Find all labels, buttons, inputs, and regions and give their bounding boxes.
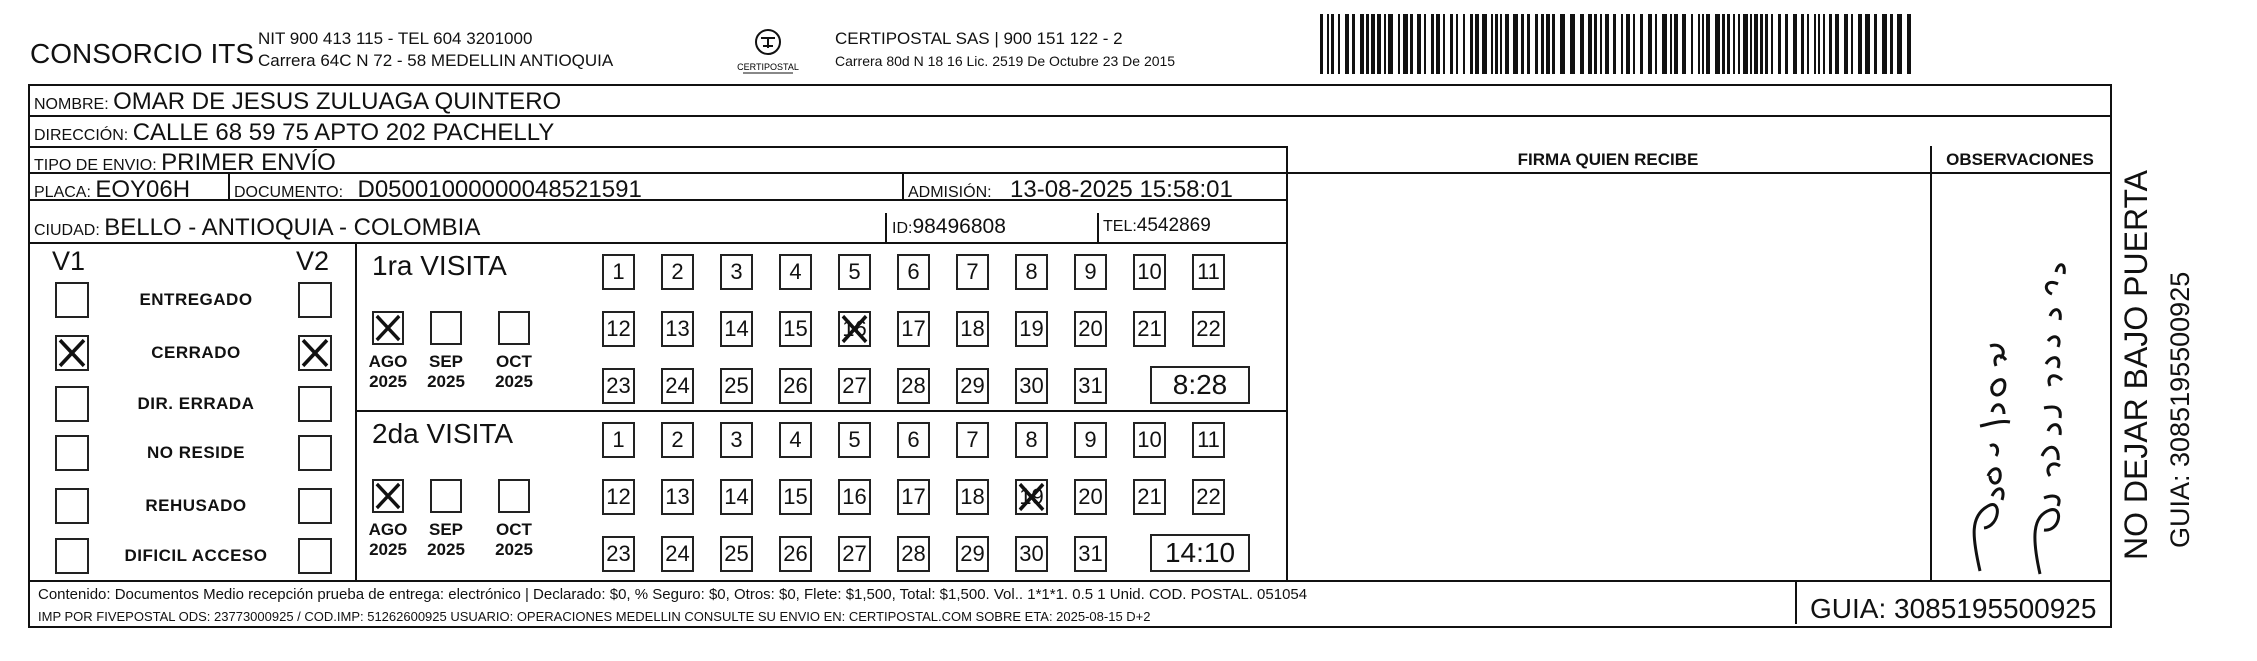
day-checkbox[interactable]: 24 <box>661 368 694 404</box>
documento-cell <box>234 176 642 204</box>
day-checkbox[interactable]: 9 <box>1074 422 1107 458</box>
v2-checkbox[interactable] <box>298 488 332 524</box>
day-checkbox[interactable]: 3 <box>720 254 753 290</box>
month-checkbox[interactable] <box>430 311 462 345</box>
day-checkbox[interactable]: 20 <box>1074 479 1107 515</box>
day-checkbox[interactable]: 25 <box>720 536 753 572</box>
direccion-row <box>34 119 554 147</box>
divider <box>355 410 1286 412</box>
day-checkbox[interactable]: 11 <box>1192 422 1225 458</box>
month-checkbox[interactable] <box>498 311 530 345</box>
year-label: 2025 <box>369 540 407 559</box>
day-checkbox[interactable]: 10 <box>1133 422 1166 458</box>
day-checkbox[interactable]: 14 <box>720 479 753 515</box>
placa-cell <box>34 176 190 204</box>
status-label: REHUSADO <box>145 496 247 515</box>
day-checkbox[interactable]: 18 <box>956 479 989 515</box>
day-checkbox[interactable]: 31 <box>1074 368 1107 404</box>
day-checkbox[interactable]: 30 <box>1015 368 1048 404</box>
day-checkbox[interactable]: 14 <box>720 311 753 347</box>
day-checkbox[interactable]: 27 <box>838 368 871 404</box>
day-checkbox[interactable]: 12 <box>602 311 635 347</box>
year-label: 2025 <box>495 372 533 391</box>
v1-header: V1 <box>52 246 86 276</box>
day-checkbox[interactable]: 27 <box>838 536 871 572</box>
day-checkbox[interactable]: 21 <box>1133 311 1166 347</box>
tipo-row <box>34 149 336 177</box>
divider <box>28 242 1286 244</box>
day-checkbox[interactable]: 1 <box>602 422 635 458</box>
status-label: ENTREGADO <box>139 290 253 309</box>
placa-label: PLACA: <box>34 184 91 201</box>
company-address: Carrera 64C N 72 - 58 MEDELLIN ANTIOQUIA <box>258 51 614 70</box>
footer-info <box>38 584 1307 628</box>
day-checkbox[interactable]: 25 <box>720 368 753 404</box>
direccion-label: DIRECCIÓN: <box>34 127 129 144</box>
visit-time[interactable]: 14:10 <box>1150 534 1250 572</box>
direccion-value: CALLE 68 59 75 APTO 202 PACHELLY <box>132 119 555 146</box>
id-value: 98496808 <box>912 215 1006 238</box>
month-label: AGO <box>368 352 408 371</box>
month-label: OCT <box>496 520 532 539</box>
footer-line2: IMP POR FIVEPOSTAL ODS: 23773000925 / COD.IMP: 51262600925 USUARIO: OPERACIONES MEDELLIN CONSULTE SU ENVIO EN: CERTIPOSTAL.COM SOBRE ETA: 2025-08-15 D+2 <box>38 609 1151 624</box>
day-checkbox[interactable]: 17 <box>897 479 930 515</box>
day-checkbox[interactable]: 6 <box>897 422 930 458</box>
day-checkbox[interactable]: 19 <box>1015 311 1048 347</box>
side-guia: GUIA: 3085195500925 <box>2165 271 2195 548</box>
day-checkbox[interactable]: 28 <box>897 536 930 572</box>
month-checkbox[interactable] <box>498 479 530 513</box>
logo-text: CERTIPOSTAL <box>737 62 799 72</box>
day-checkbox[interactable]: 6 <box>897 254 930 290</box>
month-label: SEP <box>428 352 464 371</box>
barcode-icon <box>1320 14 1916 74</box>
day-checkbox[interactable]: 7 <box>956 254 989 290</box>
v1-checkbox[interactable] <box>55 282 89 318</box>
v2-checkbox[interactable] <box>298 335 332 371</box>
day-checkbox[interactable]: 3 <box>720 422 753 458</box>
documento-value: D05001000000048521591 <box>357 176 642 203</box>
visit-time[interactable]: 8:28 <box>1150 366 1250 404</box>
day-checkbox[interactable]: 23 <box>602 536 635 572</box>
admision-label: ADMISIÓN: <box>908 184 992 201</box>
month-checkbox[interactable] <box>372 479 404 513</box>
divider <box>902 172 904 199</box>
divider <box>1795 580 1797 624</box>
year-label: 2025 <box>427 540 465 559</box>
ciudad-cell <box>34 214 480 242</box>
tipo-label: TIPO DE ENVIO: <box>34 157 157 174</box>
month-label: OCT <box>496 352 532 371</box>
visit-title: 1ra VISITA <box>372 250 507 281</box>
certipostal-info <box>835 28 1175 72</box>
id-cell <box>892 215 1006 239</box>
certipostal-address: Carrera 80d N 18 16 Lic. 2519 De Octubre 23 De 2015 <box>835 53 1176 69</box>
day-checkbox[interactable]: 17 <box>897 311 930 347</box>
tel-value: 4542869 <box>1136 215 1211 236</box>
day-checkbox[interactable]: 16 <box>838 311 871 347</box>
observation-handwriting <box>1940 176 2115 576</box>
visit-title: 2da VISITA <box>372 418 514 449</box>
day-checkbox[interactable]: 8 <box>1015 254 1048 290</box>
day-checkbox[interactable]: 22 <box>1192 479 1225 515</box>
month-label: SEP <box>428 520 464 539</box>
divider <box>355 242 357 580</box>
divider <box>28 580 2110 582</box>
day-checkbox[interactable]: 2 <box>661 422 694 458</box>
ciudad-value: BELLO - ANTIOQUIA - COLOMBIA <box>104 214 481 241</box>
certipostal-nit: CERTIPOSTAL SAS | 900 151 122 - 2 <box>835 29 1123 48</box>
day-checkbox[interactable]: 12 <box>602 479 635 515</box>
day-checkbox[interactable]: 20 <box>1074 311 1107 347</box>
month-checkbox[interactable] <box>372 311 404 345</box>
year-label: 2025 <box>495 540 533 559</box>
day-checkbox[interactable]: 30 <box>1015 536 1048 572</box>
day-checkbox[interactable]: 28 <box>897 368 930 404</box>
divider <box>1097 213 1099 242</box>
nombre-row <box>34 88 561 116</box>
day-checkbox[interactable]: 29 <box>956 536 989 572</box>
day-checkbox[interactable]: 9 <box>1074 254 1107 290</box>
status-label: DIFICIL ACCESO <box>124 546 268 565</box>
id-label: ID: <box>892 220 913 237</box>
day-checkbox[interactable]: 13 <box>661 311 694 347</box>
day-checkbox[interactable]: 21 <box>1133 479 1166 515</box>
nombre-value: OMAR DE JESUS ZULUAGA QUINTERO <box>113 88 562 115</box>
guia-number: GUIA: 3085195500925 <box>1810 593 2097 624</box>
day-checkbox[interactable]: 2 <box>661 254 694 290</box>
day-checkbox[interactable]: 15 <box>779 311 812 347</box>
status-label: CERRADO <box>151 343 241 362</box>
side-warning: NO DEJAR BAJO PUERTA <box>2118 170 2154 560</box>
status-label: NO RESIDE <box>146 443 246 462</box>
v1-checkbox[interactable] <box>55 538 89 574</box>
day-checkbox[interactable]: 15 <box>779 479 812 515</box>
v2-checkbox[interactable] <box>298 538 332 574</box>
day-checkbox[interactable]: 4 <box>779 422 812 458</box>
observaciones-header: OBSERVACIONES <box>1946 150 2094 169</box>
v2-checkbox[interactable] <box>298 386 332 422</box>
day-checkbox[interactable]: 7 <box>956 422 989 458</box>
day-checkbox[interactable]: 26 <box>779 368 812 404</box>
v2-checkbox[interactable] <box>298 282 332 318</box>
day-checkbox[interactable]: 11 <box>1192 254 1225 290</box>
day-checkbox[interactable]: 10 <box>1133 254 1166 290</box>
day-checkbox[interactable]: 4 <box>779 254 812 290</box>
day-checkbox[interactable]: 5 <box>838 422 871 458</box>
tipo-value: PRIMER ENVÍO <box>161 149 336 176</box>
day-checkbox[interactable]: 31 <box>1074 536 1107 572</box>
v1-checkbox[interactable] <box>55 335 89 371</box>
company-nit: NIT 900 413 115 - TEL 604 3201000 <box>258 29 533 48</box>
status-label: DIR. ERRADA <box>137 394 255 413</box>
v1-checkbox[interactable] <box>55 488 89 524</box>
firma-header: FIRMA QUIEN RECIBE <box>1517 150 1699 169</box>
tel-cell <box>1103 215 1211 237</box>
ciudad-label: CIUDAD: <box>34 222 100 239</box>
month-label: AGO <box>368 520 408 539</box>
company-name: CONSORCIO ITS <box>30 38 255 69</box>
year-label: 2025 <box>369 372 407 391</box>
v2-header: V2 <box>296 246 330 276</box>
signature-area[interactable] <box>1288 174 1928 578</box>
certipostal-logo-icon <box>733 26 803 80</box>
v1-checkbox[interactable] <box>55 386 89 422</box>
day-checkbox[interactable]: 18 <box>956 311 989 347</box>
divider <box>1930 172 2110 174</box>
divider <box>1930 146 1932 580</box>
day-checkbox[interactable]: 19 <box>1015 479 1048 515</box>
day-checkbox[interactable]: 23 <box>602 368 635 404</box>
day-checkbox[interactable]: 24 <box>661 536 694 572</box>
placa-value: EOY06H <box>95 176 191 203</box>
day-checkbox[interactable]: 29 <box>956 368 989 404</box>
month-checkbox[interactable] <box>430 479 462 513</box>
year-label: 2025 <box>427 372 465 391</box>
day-checkbox[interactable]: 8 <box>1015 422 1048 458</box>
day-checkbox[interactable]: 13 <box>661 479 694 515</box>
day-checkbox[interactable]: 1 <box>602 254 635 290</box>
v1-checkbox[interactable] <box>55 435 89 471</box>
tel-label: TEL: <box>1103 218 1137 235</box>
v2-checkbox[interactable] <box>298 435 332 471</box>
documento-label: DOCUMENTO: <box>234 184 344 201</box>
divider <box>885 213 887 242</box>
day-checkbox[interactable]: 26 <box>779 536 812 572</box>
admision-cell <box>908 176 1233 204</box>
company-info <box>258 28 613 72</box>
admision-value: 13-08-2025 15:58:01 <box>1010 176 1233 203</box>
day-checkbox[interactable]: 5 <box>838 254 871 290</box>
nombre-label: NOMBRE: <box>34 96 109 113</box>
footer-line1: Contenido: Documentos Medio recepción prueba de entrega: electrónico | Declarado: $0, % Seguro: $0, Otros: $0, Flete: $1,500, Total: $1,500. Vol.. 1*1*1. 0.5 1 Unid. COD. POSTAL. 051054 <box>38 586 1308 603</box>
day-checkbox[interactable]: 22 <box>1192 311 1225 347</box>
day-checkbox[interactable]: 16 <box>838 479 871 515</box>
